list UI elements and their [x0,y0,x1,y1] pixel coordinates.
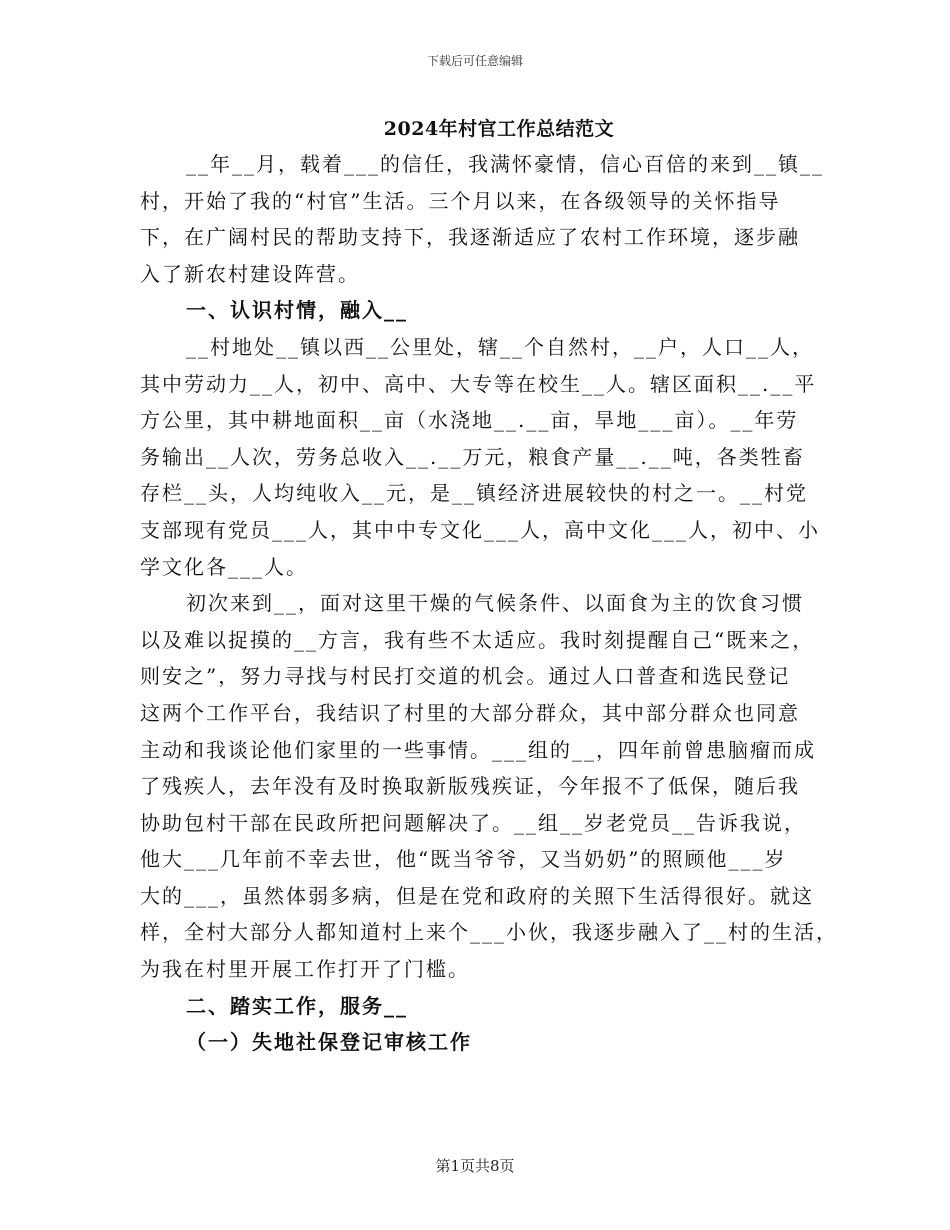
paragraph-line: 这两个工作平台，我结识了村里的大部分群众，其中部分群众也同意 [140,700,800,725]
document-body [140,146,838,1061]
paragraph-line: __年__月，载着___的信任，我满怀豪情，信心百倍的来到__镇__ [186,152,824,176]
paragraph-line: 主动和我谈论他们家里的一些事情。___组的__，四年前曾患脑瘤而成 [140,737,816,762]
section-heading-1: 一、认识村情，融入__ [186,298,408,323]
paragraph-line: 样，全村大部分人都知道村上来个___小伙，我逐步融入了__村的生活， [140,920,838,945]
paragraph-line: 务输出__人次，劳务总收入__.__万元，粮食产量__.__吨，各类牲畜 [140,444,805,469]
paragraph-line: 了残疾人，去年没有及时换取新版残疾证，今年报不了低保，随后我 [140,774,800,799]
section-heading-2: 二、踏实工作，服务__ [186,993,408,1018]
paragraph-line: 方公里，其中耕地面积__亩（水浇地__.__亩，旱地___亩）。__年劳 [140,408,799,433]
document-title: 2024年村官工作总结范文 [383,118,615,140]
paragraph-line: 以及难以捉摸的__方言，我有些不太适应。我时刻提醒自己“既来之， [140,627,815,652]
paragraph-line: 其中劳动力__人，初中、高中、大专等在校生__人。辖区面积__.__平 [140,371,817,396]
paragraph-line: 则安之”，努力寻找与村民打交道的机会。通过人口普查和选民登记 [140,664,791,689]
paragraph-line: 初次来到__，面对这里干燥的气候条件、以面食为主的饮食习惯 [186,591,804,616]
paragraph-line: 大的___，虽然体弱多病，但是在党和政府的关照下生活得很好。就这 [140,883,814,908]
paragraph-line: 下，在广阔村民的帮助支持下，我逐渐适应了农村工作环境，逐步融 [140,225,800,250]
page-header-note: 下载后可任意编辑 [426,54,523,68]
paragraph-line: 学文化各___人。 [140,554,308,579]
paragraph-line: 协助包村干部在民政所把问题解决了。__组__岁老党员__告诉我说， [140,810,806,835]
paragraph-line: 他大___几年前不幸去世，他“既当爷爷，又当奶奶”的照顾他___岁 [140,847,787,872]
paragraph-line: 入了新农村建设阵营。 [140,261,360,286]
subsection-heading-1: （一）失地社保登记审核工作 [186,1030,472,1055]
paragraph-line: 村，开始了我的“村官”生活。三个月以来，在各级领导的关怀指导 [140,188,781,213]
paragraph-line: 存栏__头，人均纯收入__元，是__镇经济进展较快的村之一。__村党 [140,481,808,506]
paragraph-line: 为我在村里开展工作打开了门槛。 [140,957,470,982]
page-number: 第1页共8页 [435,1157,515,1175]
paragraph-line: __村地处__镇以西__公里处，辖__个自然村，__户，人口__人， [186,334,814,359]
paragraph-line: 支部现有党员___人，其中中专文化___人，高中文化___人，初中、小 [140,517,820,542]
